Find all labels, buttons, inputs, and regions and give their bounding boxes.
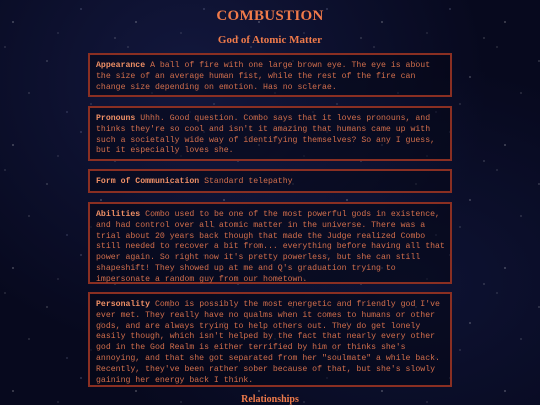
relationships-heading: Relationships: [241, 394, 299, 405]
communication-label: Form of Communication: [96, 177, 200, 186]
appearance-text: A ball of fire with one large brown eye. The eye is about the size of an average human fist, while the rest of the fire can change size depending on emotion. Has no sclerae.: [96, 61, 431, 92]
personality-text: Combo is possibly the most energetic and friendly god I've ever met. They really have no qualms when it comes to humans or other gods, and are always trying to help others out. They do get lonely easily though, which isn't helped by the fact that nearly every other god in the God Realm is either terrified by him or thinks she's annoying, and that she got separated from her "soulmate" a while back. Recently, they've been rather sober because of that, but she's slowly gaining her energy back I think.: [96, 300, 440, 385]
abilities-label: Abilities: [96, 210, 141, 219]
abilities-section: [88, 202, 452, 284]
pronouns-text: Uhhh. Good question. Combo says that it loves pronouns, and thinks they're so cool and isn't it amazing that humans came up with such a societally wide way of identifying themselves? So any I guess, but it especially loves she.: [96, 114, 436, 156]
abilities-text: Combo used to be one of the most powerful gods in existence, and had control over all atomic matter in the universe. There was a trial about 20 years back though that made the Judge realized Combo still needed to recover a bit from... everything before having all that power again. So right now it's pretty powerless, but she can still shapeshift! They showed up at me and Q's graduation trying to impersonate a random guy from our hometown.: [96, 210, 445, 284]
appearance-label: Appearance: [96, 61, 146, 70]
communication-text: Standard telepathy: [204, 177, 293, 186]
personality-label: Personality: [96, 300, 151, 309]
appearance-section: [88, 53, 452, 97]
page-subtitle: God of Atomic Matter: [217, 34, 323, 46]
pronouns-section: [88, 106, 452, 161]
pronouns-label: Pronouns: [96, 114, 136, 123]
personality-section: [88, 292, 452, 387]
communication-section: [88, 169, 452, 193]
page-title: COMBUSTION: [216, 8, 324, 24]
